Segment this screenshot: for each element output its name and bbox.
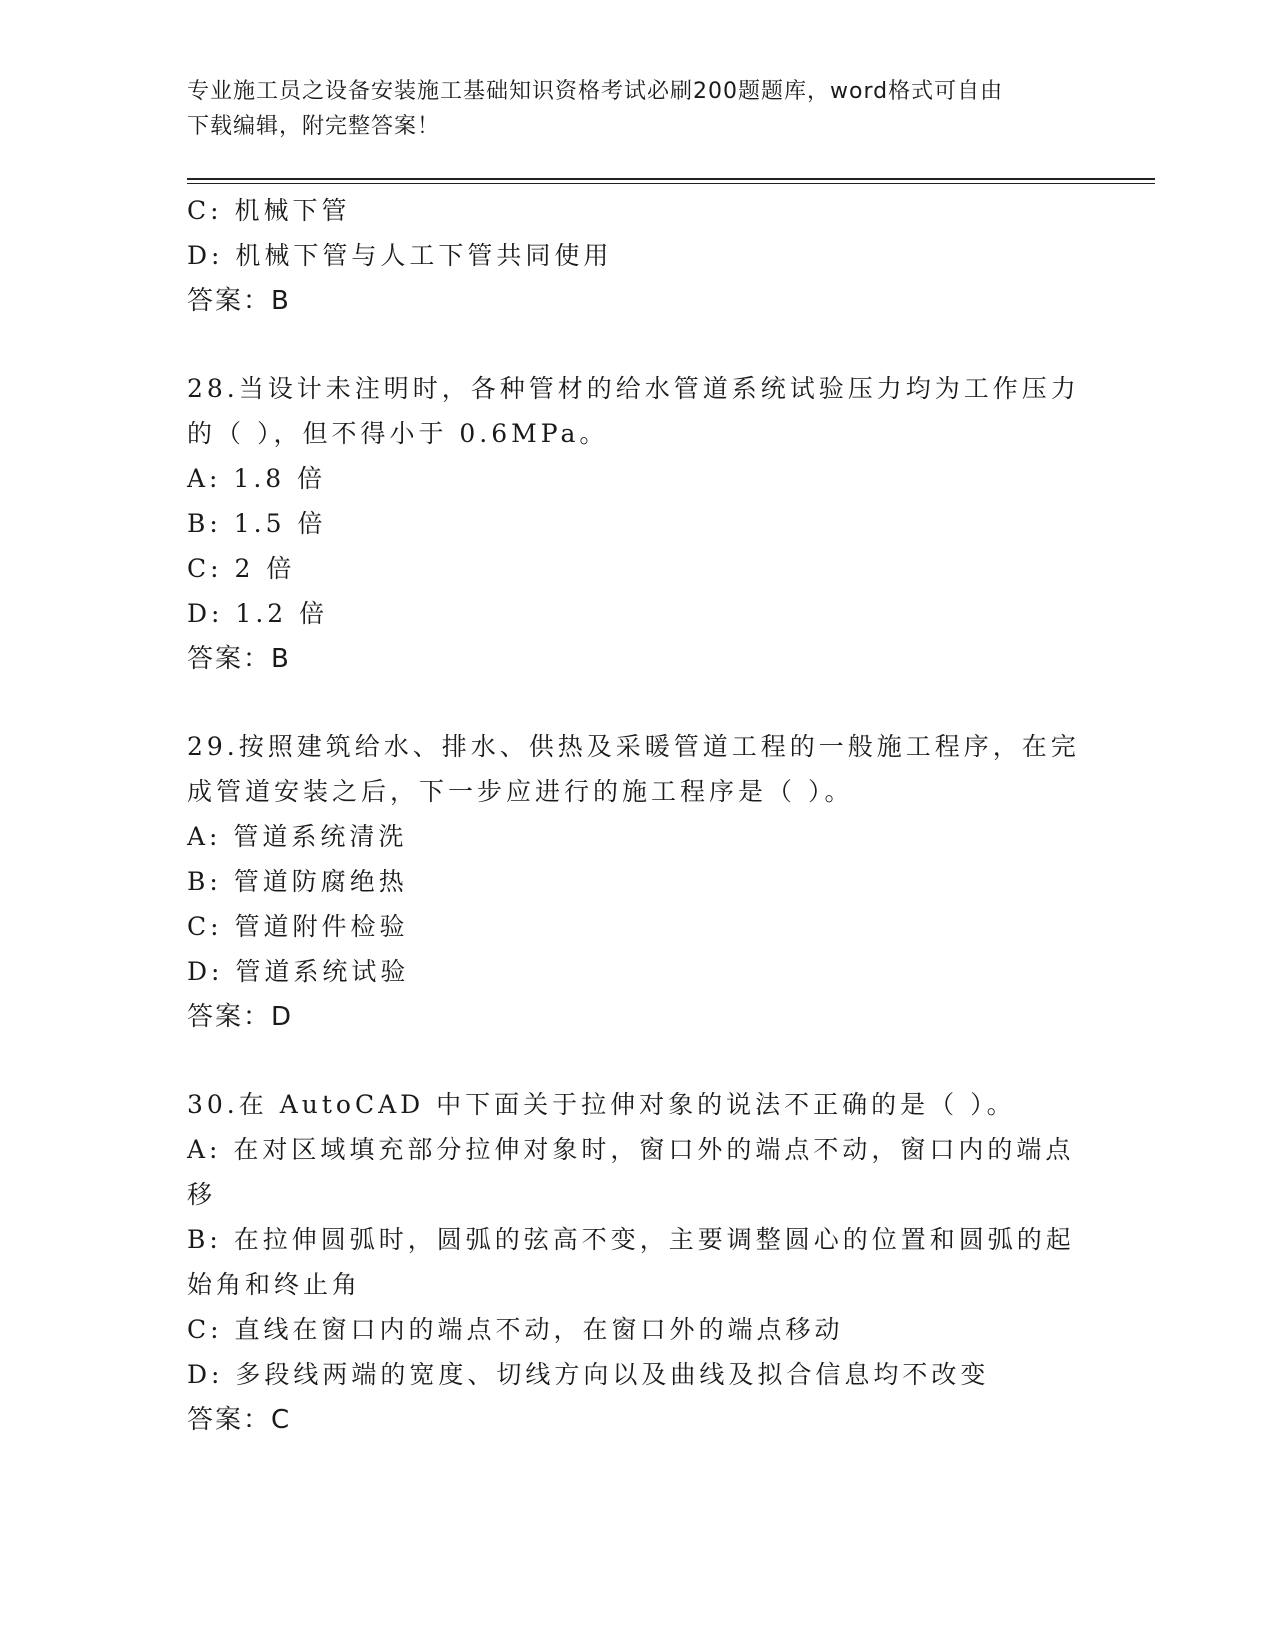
question-28 [187,366,1087,682]
option-c: C: 直线在窗口内的端点不动，在窗口外的端点移动 [187,1315,844,1344]
answer-line: 答案：B [187,286,291,316]
question-stem: 29.按照建筑给水、排水、供热及采暖管道工程的一般施工程序，在完 [187,732,1080,761]
question-content [187,188,1087,1443]
question-30 [187,1082,1087,1443]
spacer [187,682,1087,724]
header-title-line-1: 专业施工员之设备安装施工基础知识资格考试必刷200题题库，word格式可自由 [187,79,1004,104]
header-divider-thick [187,178,1155,180]
option-a: A: 1.8 倍 [187,464,327,493]
answer-line: 答案：C [187,1405,292,1435]
option-d: D: 机械下管与人工下管共同使用 [187,241,613,270]
option-c: C: 2 倍 [187,554,296,583]
option-c: C: 管道附件检验 [187,912,409,941]
option-a-cont: 移 [187,1180,217,1209]
option-d: D: 管道系统试验 [187,957,410,986]
option-a: A: 管道系统清洗 [187,822,408,851]
option-d: D: 多段线两端的宽度、切线方向以及曲线及拟合信息均不改变 [187,1360,990,1389]
question-stem-cont: 成管道安装之后，下一步应进行的施工程序是（ ）。 [187,777,854,806]
answer-line: 答案：B [187,644,291,674]
prev-question-tail [187,188,1087,324]
page-header [187,74,1067,144]
option-b: B: 1.5 倍 [187,509,327,538]
question-29 [187,724,1087,1040]
spacer [187,1040,1087,1082]
header-title-line-2: 下载编辑，附完整答案！ [187,114,441,139]
option-b-cont: 始角和终止角 [187,1270,362,1299]
question-stem: 28.当设计未注明时，各种管材的给水管道系统试验压力均为工作压力 [187,374,1080,403]
question-stem-cont: 的（ ），但不得小于 0.6MPa。 [187,419,609,448]
answer-line: 答案：D [187,1002,294,1032]
question-stem: 30.在 AutoCAD 中下面关于拉伸对象的说法不正确的是（ ）。 [187,1090,1016,1119]
option-d: D: 1.2 倍 [187,599,329,628]
option-b: B: 管道防腐绝热 [187,867,408,896]
option-c: C: 机械下管 [187,196,351,225]
option-b: B: 在拉伸圆弧时，圆弧的弦高不变，主要调整圆心的位置和圆弧的起 [187,1225,1075,1254]
spacer [187,324,1087,366]
option-a: A: 在对区域填充部分拉伸对象时，窗口外的端点不动，窗口内的端点 [187,1135,1075,1164]
header-divider-thin [187,183,1155,184]
